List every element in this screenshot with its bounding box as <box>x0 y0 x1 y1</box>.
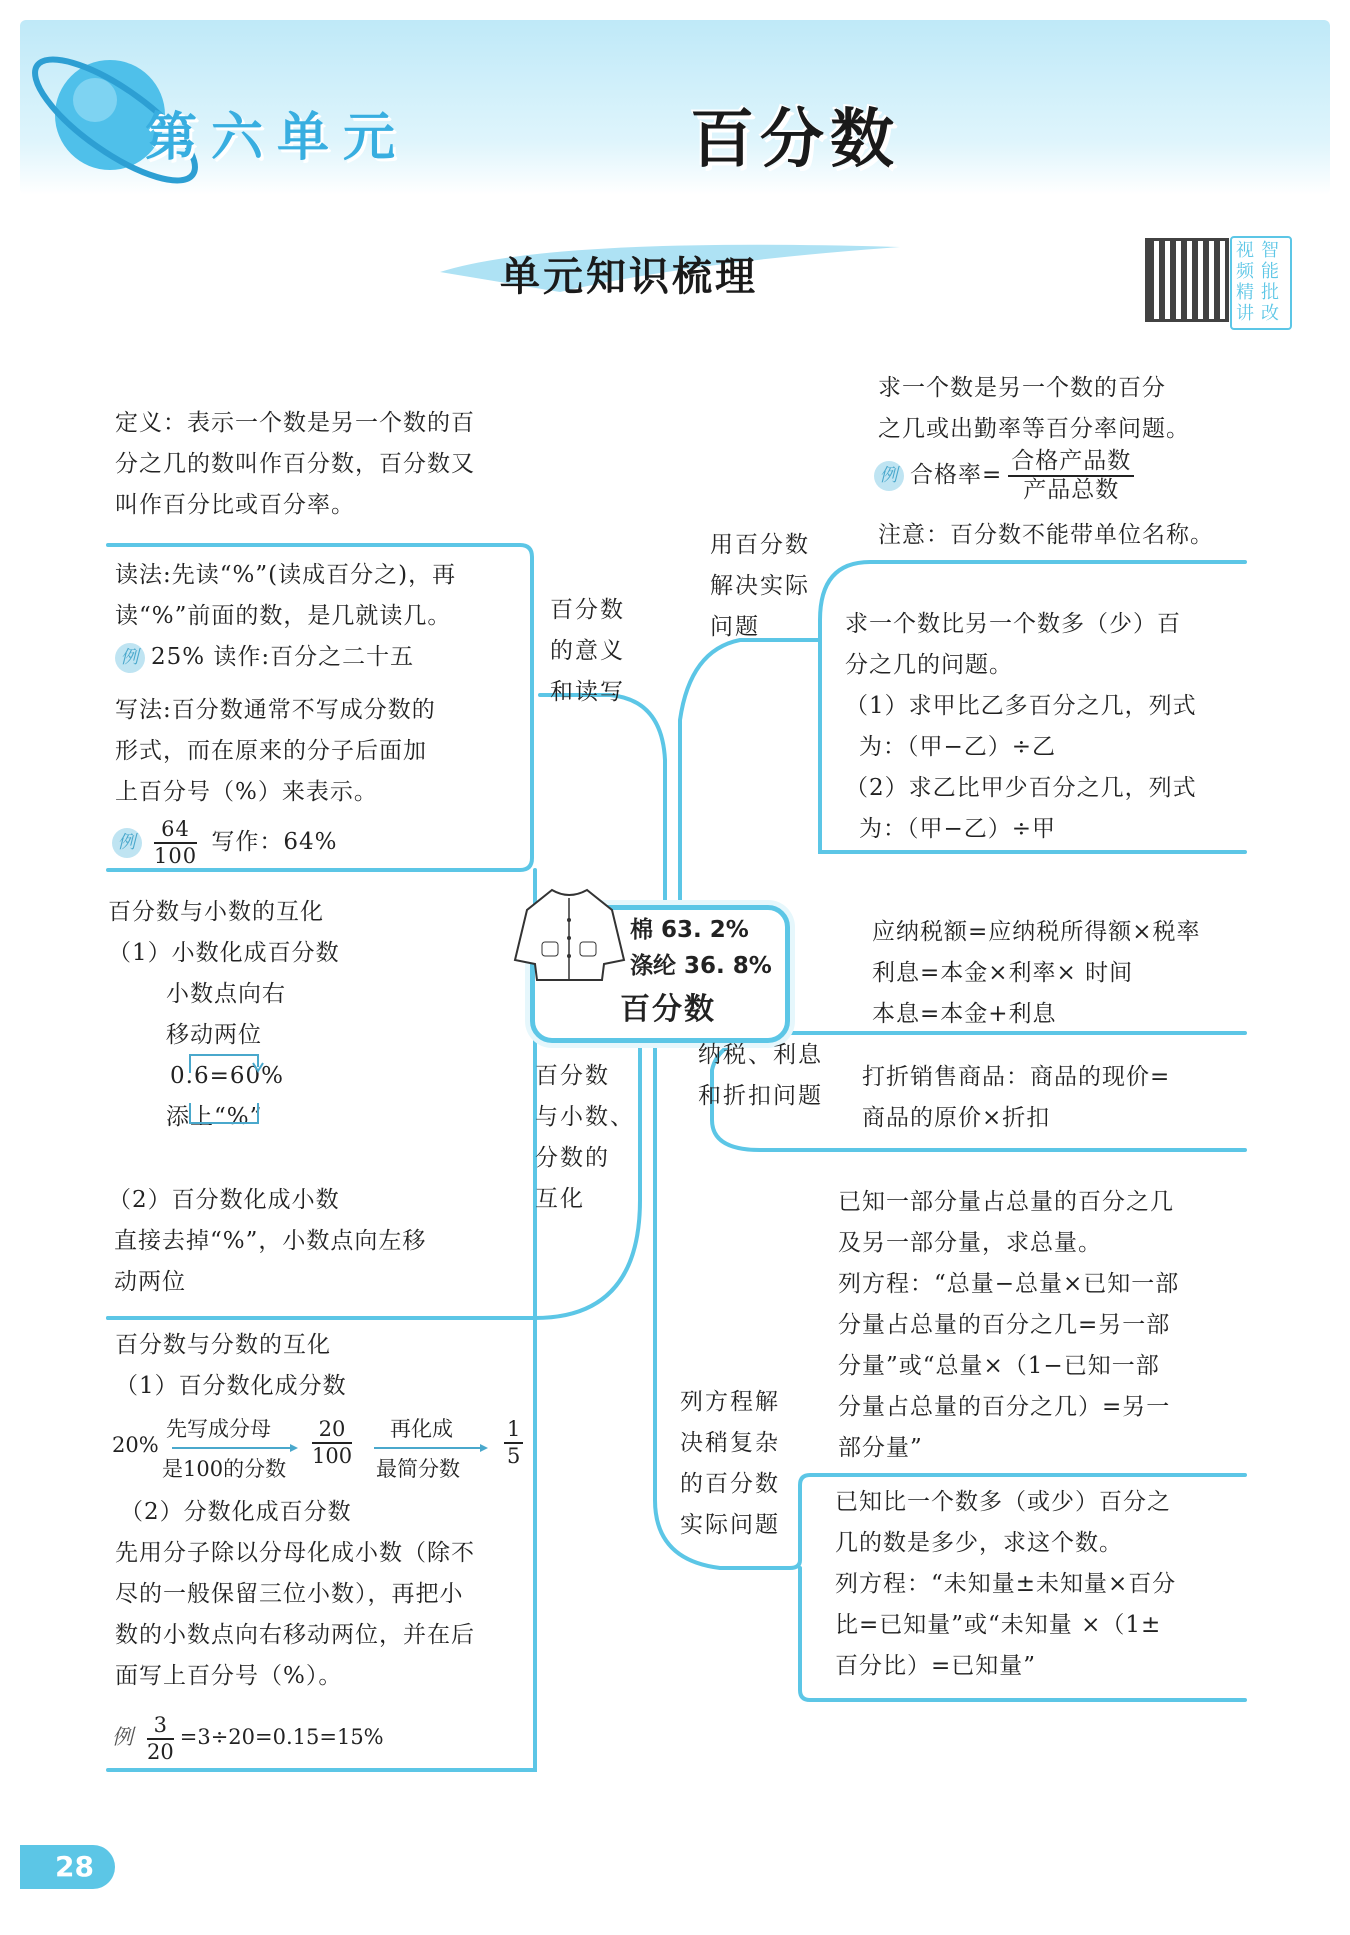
fraction-2-example: 例 $\frac{3}{20}$ =3÷20=0.15=15% <box>112 1712 384 1764</box>
reading-text: 读法:先读“%”(读成百分之)，再 读“%”前面的数，是几就读几。 例 25% 读作:百分之二十五 <box>115 555 456 678</box>
tax-text: 应纳税额=应纳税所得额×税率 利息=本金×利率× 时间 本息=本金+利息 <box>872 919 1201 1027</box>
center-material-1: 棉 63. 2% <box>630 917 749 943</box>
qr-text-4: 批改 <box>1261 282 1279 324</box>
jacket-icon <box>512 880 627 990</box>
qr-text-2: 精讲 <box>1236 282 1254 324</box>
branch-tax-label: 纳税、利息 和折扣问题 <box>698 1042 823 1109</box>
center-title: 百分数 <box>620 992 716 1027</box>
unit-label: 第六单元 <box>145 108 410 168</box>
equation-1-text: 已知一部分量占总量的百分之几 及另一部分量，求总量。 列方程：“总量−总量×已知一部 分量占总量的百分之几=另一部 分量”或“总量×（1−已知一部 分量占总量的百分之几）=另一 部分量” <box>838 1189 1180 1461</box>
writing-text: 写法:百分数通常不写成分数的 形式，而在原来的分子后面加 上百分号（%）来表示。 <box>115 697 436 805</box>
example-badge: 例 <box>115 643 145 673</box>
definition-text: 定义：表示一个数是另一个数的百 分之几的数叫作百分数，百分数又 叫作百分比或百分率。 <box>115 410 475 518</box>
fraction-2-section: （2）分数化成百分数 先用分子除以分母化成小数（除不 尽的一般保留三位小数），再把小 数的小数点向右移动两位，并在后 面写上百分号（%）。 <box>115 1499 475 1689</box>
decimal-2-section: （2）百分数化成小数 直接去掉“%”，小数点向左移 动两位 <box>108 1187 427 1295</box>
solve-1-text: 求一个数是另一个数的百分 之几或出勤率等百分率问题。 <box>878 375 1190 442</box>
branch-solve-label: 用百分数 解决实际 问题 <box>710 532 810 640</box>
section-title: 单元知识梳理 <box>500 254 758 300</box>
branch-meaning-label: 百分数 的意义 和读写 <box>550 597 625 705</box>
page-number: 28 <box>55 1850 94 1883</box>
solve-1-example: 例 合格率= $\frac{\text{合格产品数}}{\text{产品总数}}$ <box>874 448 1140 502</box>
discount-text: 打折销售商品：商品的现价= 商品的原价×折扣 <box>862 1064 1171 1131</box>
branch-decimal-label: 百分数 与小数、 分数的 互化 <box>535 1063 635 1212</box>
qr-text-1: 视频 <box>1236 240 1254 282</box>
solve-2-text: 求一个数比另一个数多（少）百 分之几的问题。 （1）求甲比乙多百分之几，列式 为：（甲−乙）÷乙 （2）求乙比甲少百分之几，列式 为：（甲−乙）÷甲 <box>845 611 1197 842</box>
qr-text-3: 智能 <box>1261 240 1279 282</box>
fraction-section: 百分数与分数的互化 （1）百分数化成分数 <box>115 1332 347 1399</box>
decimal-example-eq: 0.6=60% <box>170 1063 284 1089</box>
center-material-2: 涤纶 36. 8% <box>630 953 772 979</box>
page-title: 百分数 <box>690 103 900 177</box>
reading-example: 25% 读作:百分之二十五 <box>151 644 415 670</box>
decimal-section: 百分数与小数的互化 （1）小数化成百分数 小数点向右 移动两位 0.6=60% 添上“%” <box>108 899 340 1130</box>
branch-equation-label: 列方程解 决稍复杂 的百分数 实际问题 <box>680 1389 780 1538</box>
solve-1-note: 注意：百分数不能带单位名称。 <box>878 522 1214 548</box>
decimal-arrow-icon <box>180 1045 280 1135</box>
writing-example: 例 $\frac{64}{100}$ 写作：64% <box>112 812 338 872</box>
fraction-flow: 20% 先写成分母 是100的分数 $\frac{20}{100}$ 再化成 最简分数 $\frac{1}{5}$ <box>112 1405 532 1485</box>
equation-2-text: 已知比一个数多（或少）百分之 几的数是多少，求这个数。 列方程：“未知量±未知量×百分 比=已知量”或“未知量 ×（1± 百分比）=已知量” <box>835 1489 1177 1679</box>
